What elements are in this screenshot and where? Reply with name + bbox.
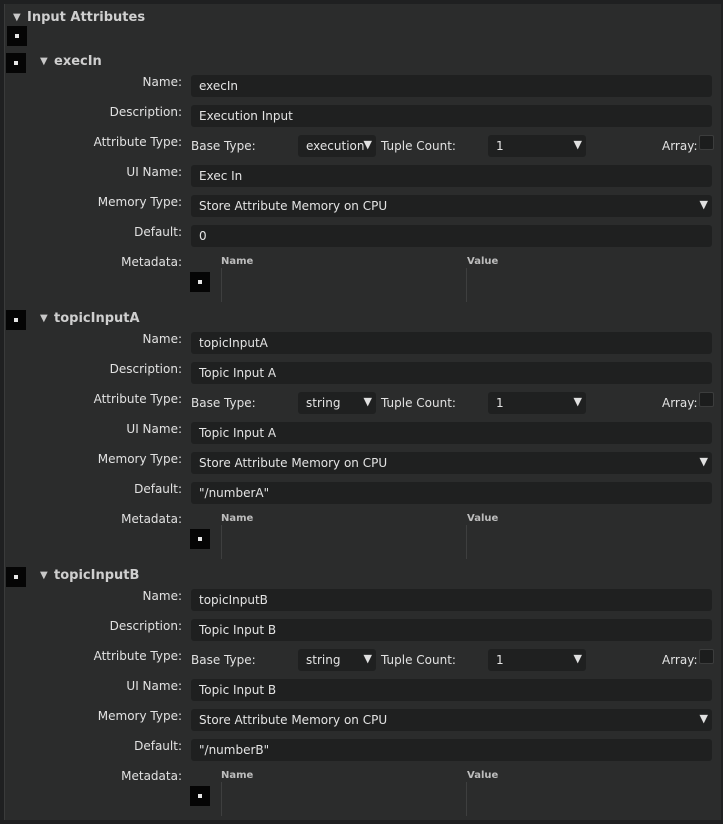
metadata-divider [221,268,222,302]
add-icon [198,280,202,284]
remove-icon [14,61,18,65]
collapse-triangle-icon[interactable]: ▼ [13,11,21,23]
tuple-count-select[interactable] [488,135,586,157]
attribute-header[interactable] [40,566,139,584]
chevron-down-icon: ▼ [699,198,708,211]
chevron-down-icon: ▼ [363,395,372,408]
collapse-triangle-icon[interactable]: ▼ [40,55,48,67]
base-type-label: Base Type: [191,653,256,667]
chevron-down-icon: ▼ [573,395,582,408]
attribute-title: execIn [54,53,102,69]
add-icon [15,34,19,38]
attribute-header[interactable] [40,52,102,70]
memory-type-select[interactable] [191,709,712,731]
chevron-down-icon: ▼ [363,652,372,665]
tuple-count-select[interactable] [488,649,586,671]
array-checkbox[interactable] [699,392,714,407]
description-label: Description: [109,619,182,633]
array-checkbox[interactable] [699,649,714,664]
default-field[interactable]: 0 [191,225,712,247]
metadata-value-column: Value [467,770,499,781]
base-type-select[interactable] [298,135,376,157]
description-field[interactable]: Execution Input [191,105,712,127]
default-field[interactable]: "/numberA" [191,482,712,504]
array-label: Array: [662,653,698,667]
description-field[interactable]: Topic Input B [191,619,712,641]
chevron-down-icon: ▼ [573,652,582,665]
attribute-header[interactable] [40,309,140,327]
metadata-label: Metadata: [121,255,182,269]
input-attributes-header[interactable] [13,8,145,26]
base-type-value: string [306,396,341,410]
base-type-value: execution [306,139,365,153]
memory-type-value: Store Attribute Memory on CPU [199,456,388,470]
default-label: Default: [134,739,182,753]
add-icon [198,794,202,798]
remove-attribute-button[interactable] [6,53,26,73]
attribute-type-label: Attribute Type: [93,649,182,663]
add-metadata-button[interactable] [190,272,210,292]
add-attribute-button[interactable] [7,26,27,46]
chevron-down-icon: ▼ [699,712,708,725]
metadata-name-column: Name [221,256,254,267]
chevron-down-icon: ▼ [699,455,708,468]
add-metadata-button[interactable] [190,529,210,549]
tuple-count-label: Tuple Count: [381,139,456,153]
ui-name-field[interactable]: Topic Input B [191,679,712,701]
chevron-down-icon: ▼ [573,138,582,151]
memory-type-label: Memory Type: [97,195,182,209]
metadata-value-column: Value [467,513,499,524]
ui-name-label: UI Name: [126,422,182,436]
default-field[interactable]: "/numberB" [191,739,712,761]
collapse-triangle-icon[interactable]: ▼ [40,569,48,581]
name-field[interactable]: topicInputB [191,589,712,611]
tuple-count-value: 1 [496,396,504,410]
array-label: Array: [662,139,698,153]
name-label: Name: [142,75,182,89]
memory-type-label: Memory Type: [97,452,182,466]
default-label: Default: [134,225,182,239]
name-label: Name: [142,332,182,346]
remove-icon [14,318,18,322]
base-type-value: string [306,653,341,667]
ui-name-label: UI Name: [126,165,182,179]
name-field[interactable]: execIn [191,75,712,97]
default-label: Default: [134,482,182,496]
remove-attribute-button[interactable] [6,310,26,330]
chevron-down-icon: ▼ [363,138,372,151]
metadata-divider [221,782,222,816]
metadata-value-column: Value [467,256,499,267]
memory-type-select[interactable] [191,452,712,474]
memory-type-label: Memory Type: [97,709,182,723]
tuple-count-value: 1 [496,139,504,153]
metadata-label: Metadata: [121,769,182,783]
tuple-count-value: 1 [496,653,504,667]
tuple-count-label: Tuple Count: [381,653,456,667]
memory-type-value: Store Attribute Memory on CPU [199,713,388,727]
metadata-divider [466,268,467,302]
array-label: Array: [662,396,698,410]
description-label: Description: [109,362,182,376]
ui-name-field[interactable]: Topic Input A [191,422,712,444]
collapse-triangle-icon[interactable]: ▼ [40,312,48,324]
add-icon [198,537,202,541]
base-type-select[interactable] [298,392,376,414]
attribute-type-label: Attribute Type: [93,392,182,406]
base-type-select[interactable] [298,649,376,671]
metadata-divider [466,525,467,559]
tuple-count-label: Tuple Count: [381,396,456,410]
tuple-count-select[interactable] [488,392,586,414]
memory-type-select[interactable] [191,195,712,217]
base-type-label: Base Type: [191,139,256,153]
ui-name-field[interactable]: Exec In [191,165,712,187]
remove-icon [14,575,18,579]
attribute-title: topicInputB [54,567,140,583]
description-label: Description: [109,105,182,119]
metadata-label: Metadata: [121,512,182,526]
metadata-divider [466,782,467,816]
memory-type-value: Store Attribute Memory on CPU [199,199,388,213]
remove-attribute-button[interactable] [6,567,26,587]
input-attributes-title: Input Attributes [27,9,146,25]
metadata-name-column: Name [221,770,254,781]
ui-name-label: UI Name: [126,679,182,693]
base-type-label: Base Type: [191,396,256,410]
attribute-type-label: Attribute Type: [93,135,182,149]
name-label: Name: [142,589,182,603]
array-checkbox[interactable] [699,135,714,150]
attribute-title: topicInputA [54,310,140,326]
metadata-divider [221,525,222,559]
metadata-name-column: Name [221,513,254,524]
add-metadata-button[interactable] [190,786,210,806]
description-field[interactable]: Topic Input A [191,362,712,384]
name-field[interactable]: topicInputA [191,332,712,354]
